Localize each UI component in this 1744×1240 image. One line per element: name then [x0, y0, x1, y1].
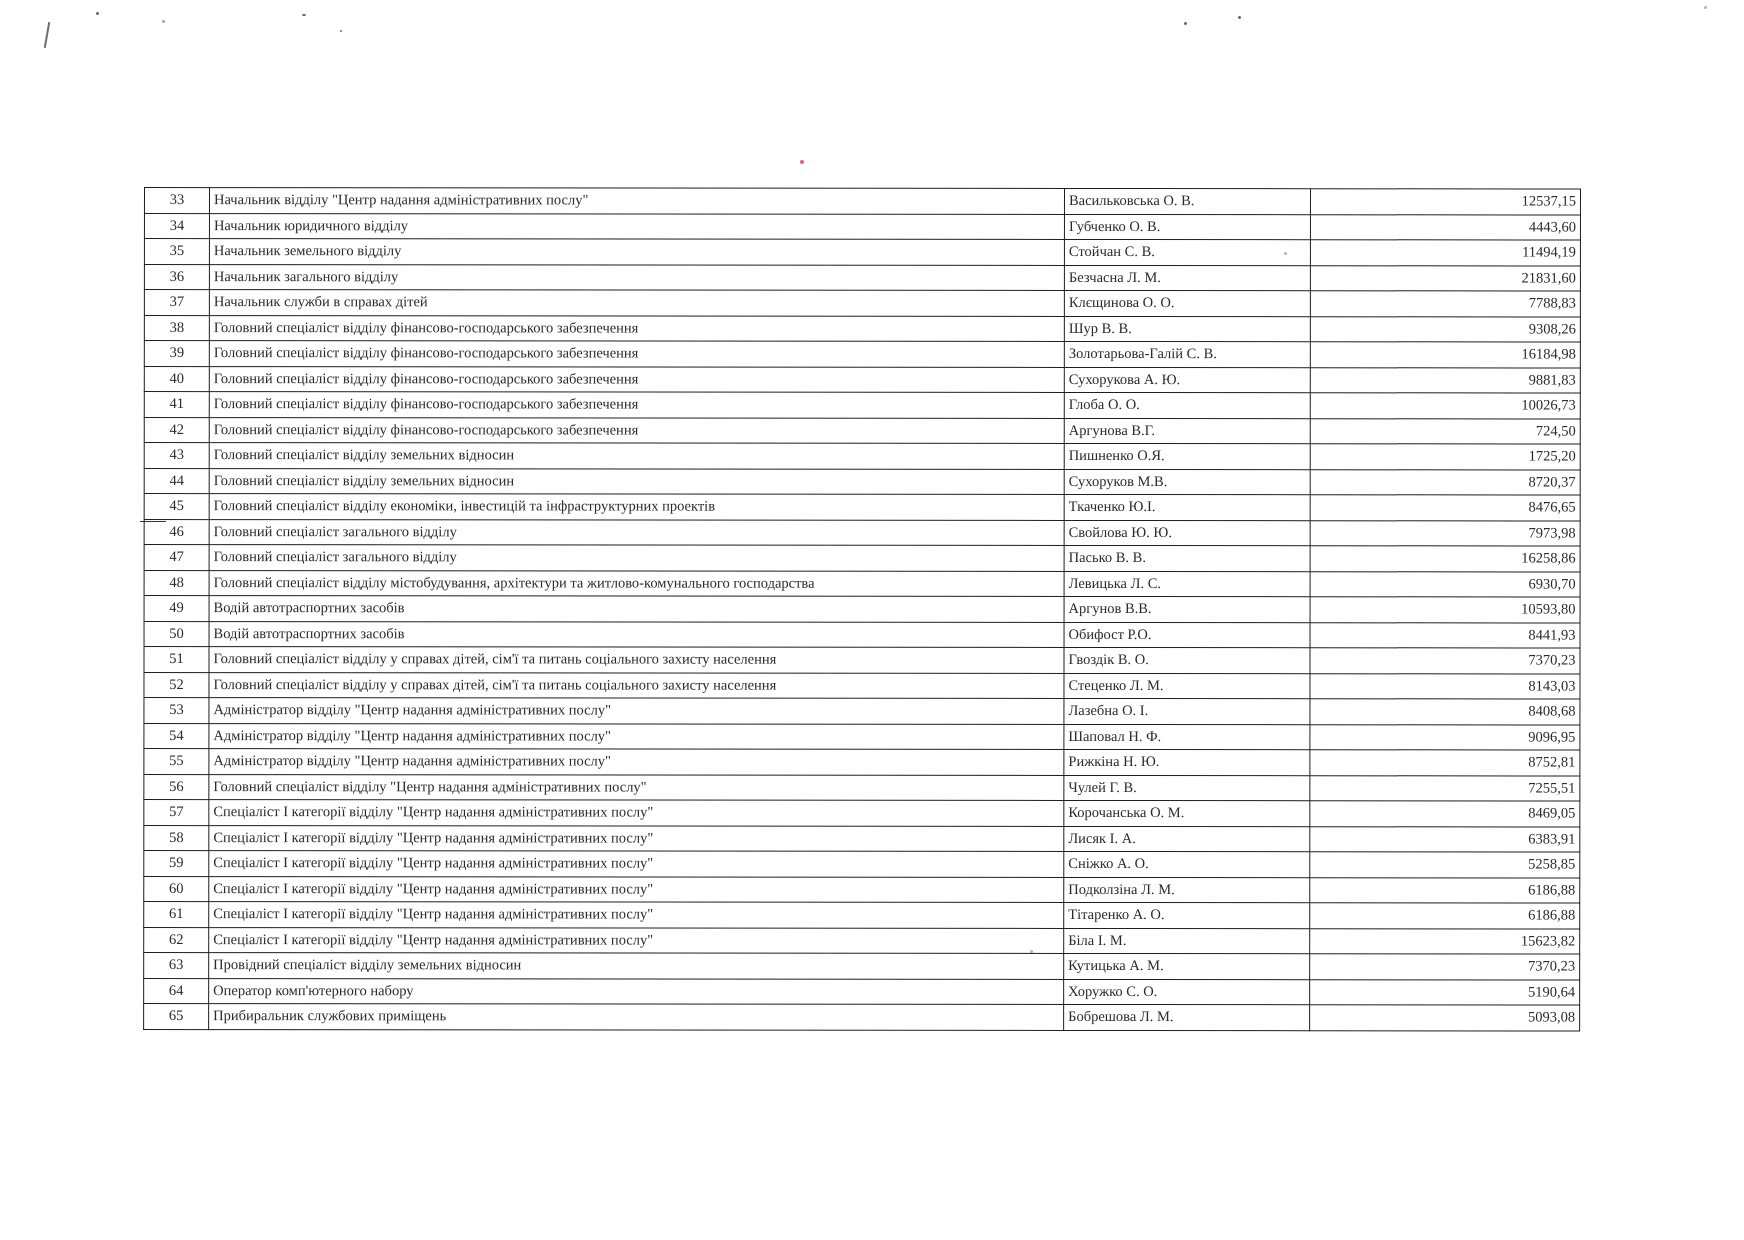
amount-cell: 1725,20 — [1310, 444, 1580, 470]
employee-name-cell: Левицька Л. С. — [1064, 571, 1310, 597]
row-number-cell: 52 — [144, 672, 209, 698]
employee-name-cell: Пасько В. В. — [1064, 545, 1310, 571]
row-number-cell: 35 — [144, 239, 209, 265]
amount-cell: 9096,95 — [1310, 724, 1580, 750]
employee-name-cell: Чулей Г. В. — [1064, 775, 1310, 801]
amount-cell: 6383,91 — [1310, 826, 1580, 852]
amount-cell: 6186,88 — [1310, 903, 1580, 929]
amount-cell: 7370,23 — [1310, 954, 1580, 980]
row-number-cell: 63 — [144, 953, 209, 979]
table-row — [144, 494, 1580, 521]
employee-name-cell: Глоба О. О. — [1064, 392, 1310, 418]
position-cell: Спеціаліст І категорії відділу "Центр надання адміністративних послу" — [209, 902, 1064, 928]
amount-cell: 8441,93 — [1310, 622, 1580, 648]
employee-name-cell: Сніжко А. О. — [1064, 851, 1310, 877]
amount-cell: 8143,03 — [1310, 673, 1580, 699]
position-cell: Адміністратор відділу "Центр надання адміністративних послу" — [209, 749, 1064, 775]
position-cell: Головний спеціаліст відділу фінансово-господарського забезпечення — [209, 315, 1064, 341]
scan-speck — [302, 14, 306, 16]
employee-name-cell: Бобрешова Л. М. — [1064, 1004, 1310, 1030]
row-number-cell: 44 — [144, 468, 209, 494]
table-row — [144, 953, 1580, 980]
employee-name-cell: Безчасна Л. М. — [1064, 265, 1310, 291]
scan-speck — [96, 12, 99, 15]
row-number-cell: 55 — [144, 749, 209, 775]
row-number-cell: 54 — [144, 723, 209, 749]
employee-name-cell: Гвоздік В. О. — [1064, 647, 1310, 673]
amount-cell: 8469,05 — [1310, 801, 1580, 827]
position-cell: Головний спеціаліст відділу "Центр надання адміністративних послу" — [209, 774, 1064, 800]
employee-name-cell: Шур В. В. — [1064, 316, 1310, 342]
salary-table — [143, 187, 1581, 1031]
table-row — [144, 876, 1580, 903]
amount-cell: 7255,51 — [1310, 775, 1580, 801]
row-number-cell: 51 — [144, 647, 209, 673]
scan-edge-mark — [44, 22, 50, 48]
position-cell: Спеціаліст І категорії відділу "Центр надання адміністративних послу" — [209, 927, 1064, 953]
table-row — [144, 545, 1580, 572]
position-cell: Начальник служби в справах дітей — [209, 290, 1064, 316]
row-number-cell: 42 — [144, 417, 209, 443]
position-cell: Спеціаліст І категорії відділу "Центр надання адміністративних послу" — [209, 825, 1064, 851]
position-cell: Водій автотраспортних засобів — [209, 621, 1064, 647]
position-cell: Спеціаліст І категорії відділу "Центр надання адміністративних послу" — [209, 851, 1064, 877]
table-row — [144, 927, 1580, 954]
table-row — [144, 264, 1580, 291]
table-row — [144, 800, 1580, 827]
position-cell: Спеціаліст І категорії відділу "Центр надання адміністративних послу" — [209, 800, 1064, 826]
position-cell: Начальник відділу "Центр надання адміністративних послу" — [209, 188, 1064, 214]
amount-cell: 15623,82 — [1310, 928, 1580, 954]
employee-name-cell: Хоружко С. О. — [1064, 979, 1310, 1005]
position-cell: Головний спеціаліст відділу містобудування, архітектури та житлово-комунального господарства — [209, 570, 1064, 596]
amount-cell: 8408,68 — [1310, 699, 1580, 725]
table-row — [144, 443, 1580, 470]
row-number-cell: 59 — [144, 851, 209, 877]
table-row — [144, 647, 1580, 674]
table-row — [144, 774, 1580, 801]
table-row — [144, 468, 1580, 495]
position-cell: Начальник загального відділу — [209, 264, 1064, 290]
position-cell: Головний спеціаліст відділу фінансово-господарського забезпечення — [209, 366, 1064, 392]
employee-name-cell: Лазебна О. І. — [1064, 698, 1310, 724]
table-row — [144, 315, 1580, 342]
row-number-cell: 53 — [144, 698, 209, 724]
table-row — [144, 902, 1580, 929]
amount-cell: 16184,98 — [1310, 342, 1580, 368]
amount-cell: 5258,85 — [1310, 852, 1580, 878]
table-row — [144, 188, 1580, 215]
position-cell: Головний спеціаліст загального відділу — [209, 545, 1064, 571]
row-number-cell: 43 — [144, 443, 209, 469]
position-cell: Провідний спеціаліст відділу земельних відносин — [209, 953, 1064, 979]
amount-cell: 6186,88 — [1310, 877, 1580, 903]
position-cell: Спеціаліст І категорії відділу "Центр надання адміністративних послу" — [209, 876, 1064, 902]
table-row — [144, 519, 1580, 546]
row-number-cell: 49 — [144, 596, 209, 622]
position-cell: Начальник юридичного відділу — [209, 213, 1064, 239]
scan-color-speck — [800, 160, 804, 164]
employee-name-cell: Ткаченко Ю.І. — [1064, 494, 1310, 520]
position-cell: Водій автотраспортних засобів — [209, 596, 1064, 622]
amount-cell: 9881,83 — [1310, 367, 1580, 393]
scan-speck — [1704, 6, 1707, 9]
row-number-cell: 34 — [144, 213, 209, 239]
scan-speck — [1238, 16, 1241, 19]
position-cell: Головний спеціаліст відділу фінансово-господарського забезпечення — [209, 417, 1064, 443]
amount-cell: 9308,26 — [1310, 316, 1580, 342]
scan-speck — [340, 30, 342, 32]
table-row — [144, 417, 1580, 444]
employee-name-cell: Обифост Р.О. — [1064, 622, 1310, 648]
employee-name-cell: Лисяк І. А. — [1064, 826, 1310, 852]
table-row — [144, 749, 1580, 776]
employee-name-cell: Васильковська О. В. — [1064, 188, 1310, 214]
employee-name-cell: Стеценко Л. М. — [1064, 673, 1310, 699]
employee-name-cell: Корочанська О. М. — [1064, 800, 1310, 826]
amount-cell: 4443,60 — [1310, 214, 1580, 240]
position-cell: Головний спеціаліст відділу економіки, інвестицій та інфраструктурних проектів — [209, 494, 1064, 520]
table-row — [144, 366, 1580, 393]
table-row — [144, 723, 1580, 750]
row-number-cell: 33 — [144, 188, 209, 214]
position-cell: Адміністратор відділу "Центр надання адміністративних послу" — [209, 698, 1064, 724]
employee-name-cell: Свойлова Ю. Ю. — [1064, 520, 1310, 546]
amount-cell: 10593,80 — [1310, 597, 1580, 623]
row-number-cell: 50 — [144, 621, 209, 647]
employee-name-cell: Золотарьова-Галій С. В. — [1064, 341, 1310, 367]
row-number-cell: 41 — [144, 392, 209, 418]
position-cell: Головний спеціаліст відділу у справах дітей, сім'ї та питань соціального захисту населення — [209, 672, 1064, 698]
row-number-cell: 61 — [144, 902, 209, 928]
amount-cell: 10026,73 — [1310, 393, 1580, 419]
employee-name-cell: Рижкіна Н. Ю. — [1064, 749, 1310, 775]
position-cell: Начальник земельного відділу — [209, 239, 1064, 265]
amount-cell: 21831,60 — [1310, 265, 1580, 291]
employee-name-cell: Губченко О. В. — [1064, 214, 1310, 240]
employee-name-cell: Стойчан С. В. — [1064, 239, 1310, 265]
employee-name-cell: Аргунов В.В. — [1064, 596, 1310, 622]
employee-name-cell: Аргунова В.Г. — [1064, 418, 1310, 444]
row-number-cell: 62 — [144, 927, 209, 953]
amount-cell: 8720,37 — [1310, 469, 1580, 495]
row-number-cell: 46 — [144, 519, 209, 545]
amount-cell: 11494,19 — [1310, 240, 1580, 266]
employee-name-cell: Пишненко О.Я. — [1064, 443, 1310, 469]
row-number-cell: 39 — [144, 341, 209, 367]
table-row — [144, 851, 1580, 878]
employee-name-cell: Сухорукова А. Ю. — [1064, 367, 1310, 393]
employee-name-cell: Тітаренко А. О. — [1064, 902, 1310, 928]
position-cell: Головний спеціаліст відділу у справах дітей, сім'ї та питань соціального захисту населення — [209, 647, 1064, 673]
table-row — [144, 596, 1580, 623]
row-number-cell: 64 — [144, 978, 209, 1004]
amount-cell: 7788,83 — [1310, 291, 1580, 317]
table-row — [144, 698, 1580, 725]
table-row — [144, 672, 1580, 699]
table-row — [144, 213, 1580, 240]
scan-speck — [1184, 22, 1187, 25]
employee-name-cell: Подколзіна Л. М. — [1064, 877, 1310, 903]
employee-name-cell: Шаповал Н. Ф. — [1064, 724, 1310, 750]
table-row — [144, 825, 1580, 852]
amount-cell: 7973,98 — [1310, 520, 1580, 546]
table-row — [144, 239, 1580, 266]
table-row — [144, 978, 1580, 1005]
position-cell: Прибиральник службових приміщень — [209, 1004, 1064, 1030]
row-number-cell: 58 — [144, 825, 209, 851]
table-row — [144, 1004, 1580, 1031]
amount-cell: 8476,65 — [1310, 495, 1580, 521]
row-number-cell: 36 — [144, 264, 209, 290]
position-cell: Головний спеціаліст відділу земельних відносин — [209, 443, 1064, 469]
row-number-cell: 38 — [144, 315, 209, 341]
amount-cell: 5093,08 — [1310, 1005, 1580, 1031]
row-number-cell: 48 — [144, 570, 209, 596]
row-number-cell: 45 — [144, 494, 209, 520]
position-cell: Головний спеціаліст відділу фінансово-господарського забезпечення — [209, 392, 1064, 418]
row-number-cell: 65 — [144, 1004, 209, 1030]
amount-cell: 724,50 — [1310, 418, 1580, 444]
table-row — [144, 392, 1580, 419]
position-cell: Головний спеціаліст відділу фінансово-господарського забезпечення — [209, 341, 1064, 367]
table-row — [144, 341, 1580, 368]
position-cell: Оператор комп'ютерного набору — [209, 978, 1064, 1004]
table-row — [144, 570, 1580, 597]
employee-name-cell: Клєщинова О. О. — [1064, 290, 1310, 316]
table-row — [144, 621, 1580, 648]
table-body — [144, 188, 1581, 1031]
amount-cell: 5190,64 — [1310, 979, 1580, 1005]
employee-name-cell: Біла І. М. — [1064, 928, 1310, 954]
row-number-cell: 60 — [144, 876, 209, 902]
row-number-cell: 37 — [144, 290, 209, 316]
row-number-cell: 47 — [144, 545, 209, 571]
scan-speck — [162, 20, 165, 23]
position-cell: Адміністратор відділу "Центр надання адміністративних послу" — [209, 723, 1064, 749]
amount-cell: 6930,70 — [1310, 571, 1580, 597]
amount-cell: 12537,15 — [1310, 189, 1580, 215]
amount-cell: 16258,86 — [1310, 546, 1580, 572]
table-row — [144, 290, 1580, 317]
position-cell: Головний спеціаліст загального відділу — [209, 519, 1064, 545]
row-number-cell: 56 — [144, 774, 209, 800]
employee-name-cell: Кутицька А. М. — [1064, 953, 1310, 979]
amount-cell: 7370,23 — [1310, 648, 1580, 674]
row-number-cell: 40 — [144, 366, 209, 392]
position-cell: Головний спеціаліст відділу земельних відносин — [209, 468, 1064, 494]
row-number-cell: 57 — [144, 800, 209, 826]
employee-name-cell: Сухоруков М.В. — [1064, 469, 1310, 495]
amount-cell: 8752,81 — [1310, 750, 1580, 776]
